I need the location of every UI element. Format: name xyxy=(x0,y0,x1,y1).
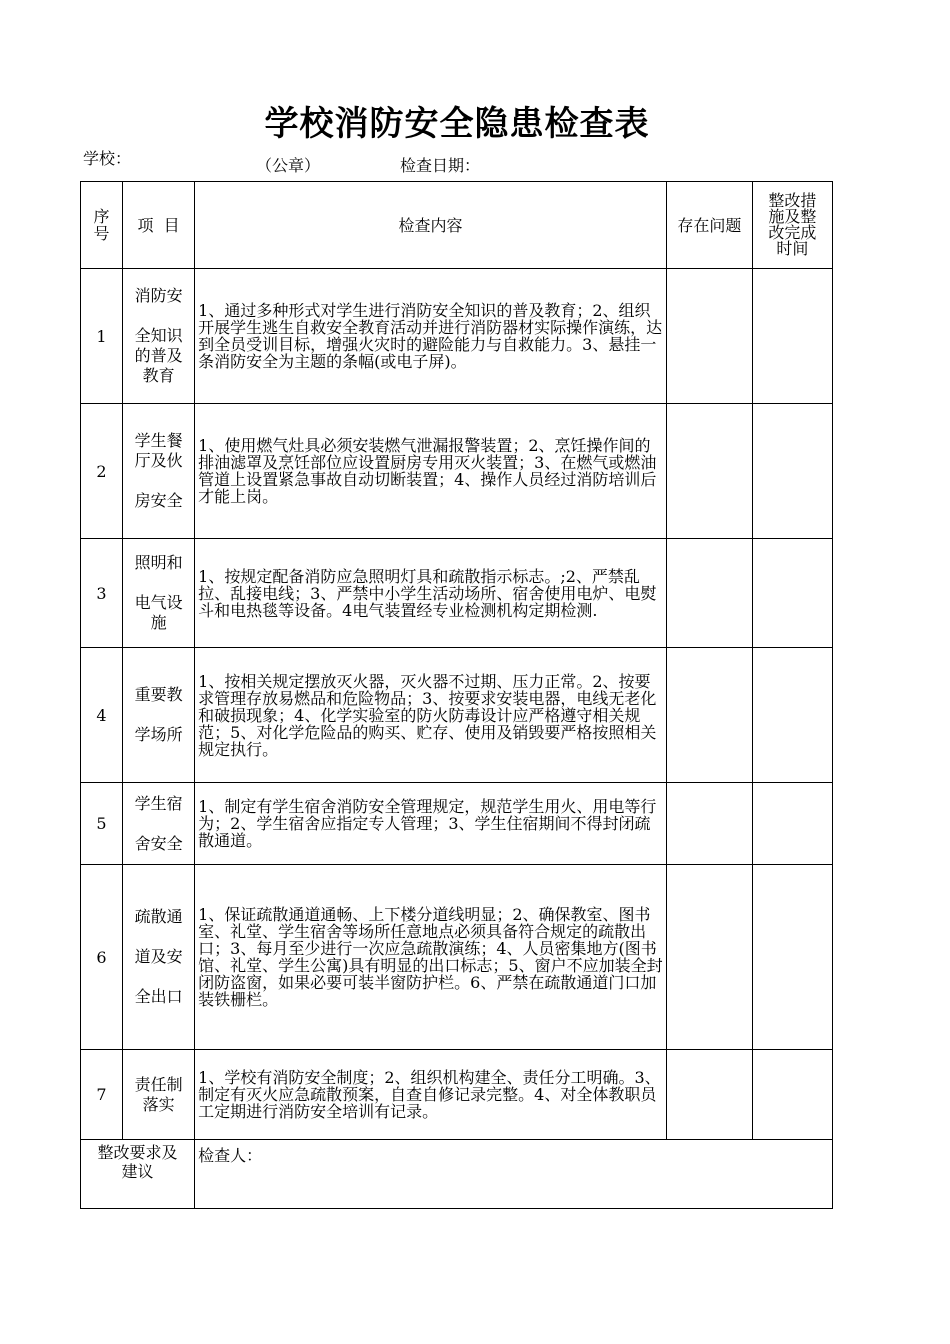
row-content: 1、保证疏散通道通畅、上下楼分道线明显；2、确保教室、图书室、礼堂、学生宿舍等场所任意地点必须具备符合规定的疏散出口；3、每月至少进行一次应急疏散演练；4、人员密集地方(图书馆、礼堂、学生公寓)具有明显的出口标志；5、窗户不应加装全封闭防盗窗，如果必要可装半窗防护栏。6、严禁在疏散通道门口加装铁栅栏。 xyxy=(195,865,667,1050)
row-seq: 5 xyxy=(81,783,123,865)
row-seq: 1 xyxy=(81,269,123,404)
row-content: 1、按相关规定摆放灭火器，灭火器不过期、压力正常。2、按要求管理存放易燃品和危险物品；3、按要求安装电器，电线无老化和破损现象；4、化学实验室的防火防毒设计应严格遵守相关规范；5、对化学危险品的购买、贮存、使用及销毁要严格按照相关规定执行。 xyxy=(195,648,667,783)
row-item: 消防安 全知识 的普及 教育 xyxy=(123,269,195,404)
row-content: 1、学校有消防安全制度；2、组织机构建全、责任分工明确。3、制定有灭火应急疏散预案，自查自修记录完整。4、对全体教职员工定期进行消防安全培训有记录。 xyxy=(195,1050,667,1140)
header-content: 检查内容 xyxy=(195,182,667,269)
row-issue-cell[interactable] xyxy=(666,539,752,648)
row-fix-cell[interactable] xyxy=(752,648,832,783)
header-item: 项 目 xyxy=(123,182,195,269)
table-row xyxy=(81,783,833,865)
row-issue-cell[interactable] xyxy=(666,865,752,1050)
row-content: 1、按规定配备消防应急照明灯具和疏散指示标志。;2、严禁乱拉、乱接电线；3、严禁中小学生活动场所、宿舍使用电炉、电熨斗和电热毯等设备。4电气装置经专业检测机构定期检测. xyxy=(195,539,667,648)
row-fix-cell[interactable] xyxy=(752,404,832,539)
row-seq: 4 xyxy=(81,648,123,783)
row-item: 学生宿 舍安全 xyxy=(123,783,195,865)
row-item: 疏散通 道及安 全出口 xyxy=(123,865,195,1050)
table-row xyxy=(81,404,833,539)
row-fix-cell[interactable] xyxy=(752,1050,832,1140)
row-fix-cell[interactable] xyxy=(752,539,832,648)
header-row xyxy=(81,182,833,269)
row-seq: 6 xyxy=(81,865,123,1050)
row-content: 1、通过多种形式对学生进行消防安全知识的普及教育；2、组织开展学生逃生自救安全教育活动并进行消防器材实际操作演练，达到全员受训目标，增强火灾时的避险能力与自救能力。3、悬挂一条消防安全为主题的条幅(或电子屏)。 xyxy=(195,269,667,404)
header-fix: 整改措施及整改完成时间 xyxy=(752,182,832,269)
row-item: 责任制 落实 xyxy=(123,1050,195,1140)
table-row xyxy=(81,1050,833,1140)
footer-row xyxy=(81,1140,833,1209)
row-item: 重要教 学场所 xyxy=(123,648,195,783)
seal-label: （公章） xyxy=(256,156,321,175)
row-issue-cell[interactable] xyxy=(666,404,752,539)
row-item: 学生餐 厅及伙 房安全 xyxy=(123,404,195,539)
row-seq: 2 xyxy=(81,404,123,539)
row-seq: 7 xyxy=(81,1050,123,1140)
row-item: 照明和 电气设 施 xyxy=(123,539,195,648)
page-title: 学校消防安全隐患检查表 xyxy=(264,104,650,144)
row-fix-cell[interactable] xyxy=(752,865,832,1050)
row-content: 1、使用燃气灶具必须安装燃气泄漏报警装置；2、烹饪操作间的排油滤罩及烹饪部位应设置厨房专用灭火装置；3、在燃气或燃油管道上设置紧急事故自动切断装置；4、操作人员经过消防培训后才能上岗。 xyxy=(195,404,667,539)
row-fix-cell[interactable] xyxy=(752,269,832,404)
row-issue-cell[interactable] xyxy=(666,648,752,783)
school-label: 学校： xyxy=(83,149,132,168)
inspection-table xyxy=(80,181,833,1209)
row-seq: 3 xyxy=(81,539,123,648)
inspector-field[interactable]: 检查人： xyxy=(195,1140,833,1209)
row-content: 1、制定有学生宿舍消防安全管理规定，规范学生用火、用电等行为；2、学生宿舍应指定专人管理；3、学生住宿期间不得封闭疏散通道。 xyxy=(195,783,667,865)
table-row xyxy=(81,648,833,783)
table-row xyxy=(81,865,833,1050)
row-fix-cell[interactable] xyxy=(752,783,832,865)
header-seq: 序号 xyxy=(81,182,123,269)
date-label: 检查日期： xyxy=(400,156,481,175)
header-issue: 存在问题 xyxy=(666,182,752,269)
row-issue-cell[interactable] xyxy=(666,1050,752,1140)
footer-label: 整改要求及建议 xyxy=(81,1140,195,1209)
row-issue-cell[interactable] xyxy=(666,269,752,404)
table-row xyxy=(81,269,833,404)
row-issue-cell[interactable] xyxy=(666,783,752,865)
table-row xyxy=(81,539,833,648)
